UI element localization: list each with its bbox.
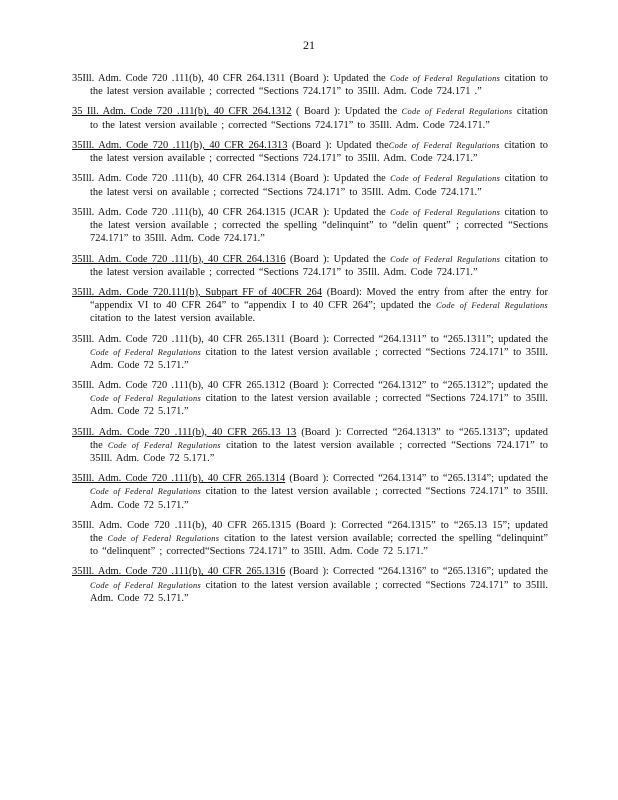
cfr-title: Code of Federal Regulations bbox=[90, 347, 202, 357]
entry-citation: 35Ill. Adm. Code 720 .111(b), 40 CFR 265.1315 bbox=[72, 519, 292, 531]
entry-text-before: (Board ): Corrected “264.1316” to “265.1316”; updated the bbox=[285, 566, 548, 578]
entry-citation: 35Ill. Adm. Code 720 .111(b), 40 CFR 265.1314 bbox=[72, 473, 286, 485]
cfr-title: Code of Federal Regulations bbox=[90, 487, 202, 497]
entry-text-after: citation to the latest version available ; corrected the spelling “delinquint” to “delin quent” ; corrected “Sections 724.171” to 35Ill. Adm. Code 724.171.” bbox=[90, 206, 548, 245]
amendment-entry bbox=[72, 426, 548, 465]
amendment-entry bbox=[72, 565, 548, 604]
entry-citation: 35Ill. Adm. Code 720.111(b), Subpart FF of 40CFR 264 bbox=[72, 287, 323, 298]
entry-text-after: citation to the latest versi on available ; corrected “Sections 724.171” to 35Ill. Adm. Code 724.171.” bbox=[90, 173, 548, 198]
entry-text-after: citation to the latest version available; corrected the spelling “delinquint” to “delinquent” ; corrected“Sections 724.171” to 35Ill. Adm. Code 72 5.171.” bbox=[90, 532, 548, 558]
amendment-entry bbox=[72, 253, 548, 279]
entry-text-after: citation to the latest version available ; corrected “Sections 724.171” to 35Ill. Adm. Code 72 5.171.” bbox=[90, 346, 548, 371]
cfr-title: Code of Federal Regulations bbox=[436, 301, 548, 311]
entry-text-before: (Board ): Updated the bbox=[285, 173, 391, 185]
entry-citation: 35 Ill. Adm. Code 720 .111(b), 40 CFR 264.1312 bbox=[72, 106, 292, 118]
amendment-entry bbox=[72, 72, 548, 98]
entry-citation: 35Ill. Adm. Code 720 .111(b), 40 CFR 265.1311 bbox=[72, 333, 286, 345]
amendment-entry bbox=[72, 333, 548, 372]
entry-citation: 35Ill. Adm. Code 720 .111(b), 40 CFR 265.13 13 bbox=[72, 426, 297, 438]
entry-citation: 35Ill. Adm. Code 720 .111(b), 40 CFR 264.1315 bbox=[72, 206, 286, 218]
entry-text-after: citation to the latest version available ; corrected “Sections 724.171” to 35Ill. Adm. Code 724.171.” bbox=[90, 139, 548, 165]
amendment-entry-list bbox=[72, 72, 548, 612]
entry-text-before: (Board ): Corrected “264.1315” to “265.13 15”; updated the bbox=[90, 519, 549, 544]
cfr-title: Code of Federal Regulations bbox=[388, 140, 500, 150]
cfr-title: Code of Federal Regulations bbox=[107, 440, 221, 450]
entry-text-before: (Board ): Updated the bbox=[287, 139, 389, 151]
entry-citation: 35Ill. Adm. Code 720 .111(b), 40 CFR 265.1312 bbox=[72, 380, 286, 392]
entry-text-before: (Board ): Corrected “264.1312” to “265.1312”; updated the bbox=[285, 380, 548, 392]
cfr-title: Code of Federal Regulations bbox=[107, 533, 220, 543]
entry-citation: 35Ill. Adm. Code 720 .111(b), 40 CFR 264.1316 bbox=[72, 253, 286, 265]
cfr-title: Code of Federal Regulations bbox=[90, 580, 202, 590]
entry-citation: 35Ill. Adm. Code 720 .111(b), 40 CFR 264.1314 bbox=[72, 173, 286, 185]
amendment-entry bbox=[72, 286, 548, 325]
entry-text-after: citation to the latest version available ; corrected “Sections 724.171” to 35Ill. Adm. Code 72 5.171.” bbox=[90, 439, 548, 464]
entry-citation: 35Ill. Adm. Code 720 .111(b), 40 CFR 264.1311 bbox=[72, 73, 286, 84]
amendment-entry bbox=[72, 206, 548, 245]
entry-text-before: (JCAR ): Updated the bbox=[285, 206, 391, 218]
entry-text-after: citation to the latest version available ; corrected “Sections 724.171” to 35Ill. Adm. Code 724.171.” bbox=[90, 253, 548, 278]
amendment-entry bbox=[72, 519, 548, 558]
entry-citation: 35Ill. Adm. Code 720 .111(b), 40 CFR 264.1313 bbox=[72, 139, 288, 151]
entry-text-after: citation to the latest version available ; corrected “Sections 724.171” to 35Ill. Adm. Code 724.171.” bbox=[90, 106, 548, 131]
cfr-title: Code of Federal Regulations bbox=[390, 254, 501, 264]
entry-text-after: citation to the latest version available ; corrected “Sections 724.171” to 35Ill. Adm. Code 72 5.171.” bbox=[90, 579, 548, 604]
amendment-entry bbox=[72, 379, 548, 418]
cfr-title: Code of Federal Regulations bbox=[390, 174, 501, 184]
cfr-title: Code of Federal Regulations bbox=[389, 74, 501, 83]
amendment-entry bbox=[72, 472, 548, 511]
entry-citation: 35Ill. Adm. Code 720 .111(b), 40 CFR 265.1316 bbox=[72, 566, 286, 578]
amendment-entry bbox=[72, 172, 548, 198]
entry-text-after: citation to the latest version available ; corrected “Sections 724.171” to 35Ill. Adm. Code 724.171 .” bbox=[90, 73, 548, 98]
entry-text-before: ( Board ): Updated the bbox=[291, 106, 402, 118]
cfr-title: Code of Federal Regulations bbox=[390, 207, 501, 217]
entry-text-before: (Board ): Corrected “264.1311” to “265.1311”; updated the bbox=[285, 333, 548, 345]
page-number: 21 bbox=[303, 38, 315, 52]
entry-text-before: (Board): Moved the entry from after the entry for “appendix VI to 40 CFR 264” to “appendix I to 40 CFR 264”; updated the bbox=[90, 287, 548, 312]
entry-text-after: citation to the latest version available ; corrected “Sections 724.171” to 35Ill. Adm. Code 72 5.171.” bbox=[90, 486, 548, 511]
cfr-title: Code of Federal Regulations bbox=[401, 107, 513, 117]
entry-text-before: (Board ): Corrected “264.1313” to “265.1313”; updated the bbox=[90, 426, 548, 451]
entry-text-before: (Board ): Corrected “264.1314” to “265.1314”; updated the bbox=[285, 473, 548, 485]
entry-text-before: (Board ): Updated the bbox=[285, 73, 390, 84]
amendment-entry bbox=[72, 105, 548, 131]
entry-text-after: citation to the latest version available. bbox=[90, 313, 256, 325]
amendment-entry bbox=[72, 139, 548, 165]
entry-text-before: (Board ): Updated the bbox=[285, 253, 391, 265]
entry-text-after: citation to the latest version available ; corrected “Sections 724.171” to 35Ill. Adm. Code 72 5.171.” bbox=[90, 393, 548, 418]
cfr-title: Code of Federal Regulations bbox=[90, 394, 202, 404]
